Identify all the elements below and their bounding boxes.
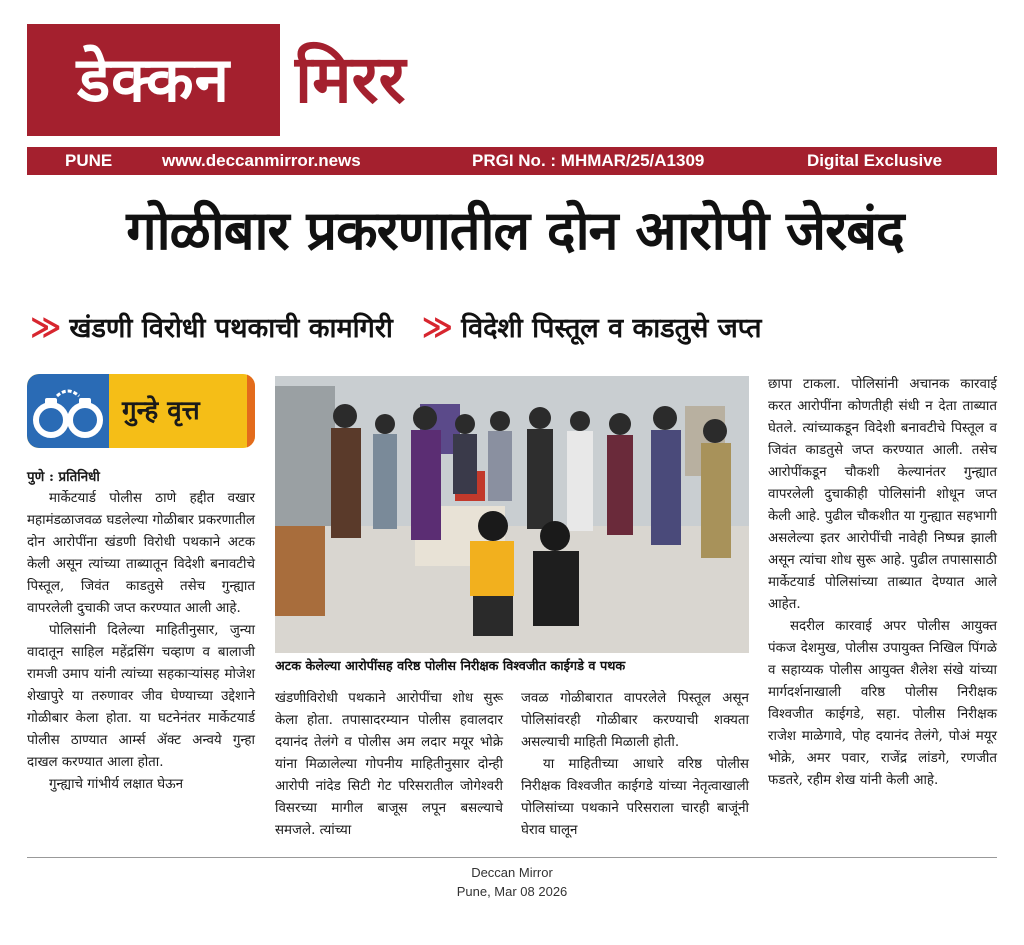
badge-icon-panel [27, 374, 109, 448]
article-paragraph: जवळ गोळीबारात वापरलेले पिस्तूल असून पोलिसांवरही गोळीबार करण्याची शक्यता असल्याची माहिती मिळाली होती. [521, 691, 749, 750]
article-column-1 [27, 466, 255, 796]
website-link[interactable]: www.deccanmirror.news [162, 151, 361, 170]
chevron-right-icon: ≫ [421, 310, 454, 345]
article-paragraph: या माहितीच्या आधारे वरिष्ठ पोलीस निरीक्षक विश्वजीत काईगडे यांच्या नेतृत्वाखाली पोलिसांच्या पथकाने परिसराला चारही बाजूंनी घेराव घालून [521, 757, 749, 838]
prgi-number: PRGI No. : MHMAR/25/A1309 [472, 151, 705, 170]
article-paragraph: खंडणीविरोधी पथकाने आरोपींचा शोध सुरू केला होता. तपासादरम्यान पोलीस हवालदार दयानंद तेलंगे व पोलीस अम लदार मयूर भोक्रे यांना मिळालेल्या गोपनीय माहितीनुसार दोन्ही आरोपी नांदेड सिटी गेट परिसरातील जोगेश्वरी विसरच्या मागील बाजूस लपून बसल्याचे समजले. त्यांच्या [275, 691, 503, 838]
photo-caption: अटक केलेल्या आरोपींसह वरिष्ठ पोलीस निरीक्षक विश्वजीत काईगडे व पथक [275, 659, 626, 674]
subhead-item-2: विदेशी पिस्तूल व काडतुसे जप्त [461, 313, 762, 344]
footer-publication: Deccan Mirror [471, 865, 553, 880]
headline: गोळीबार प्रकरणातील दोन आरोपी जेरबंद [126, 199, 904, 262]
digital-exclusive-tag: Digital Exclusive [807, 151, 943, 170]
badge-label: गुन्हे वृत्त [122, 396, 200, 426]
crime-news-badge [27, 374, 255, 448]
footer-date: Pune, Mar 08 2026 [456, 884, 568, 899]
chevron-right-icon: ≫ [30, 310, 62, 345]
article-paragraph: मार्केटयार्ड पोलीस ठाणे हद्दीत वखार महामंडळाजवळ घडलेल्या गोळीबार प्रकरणातील दोन आरोपींना खंडणी विरोधी पथकाने अटक केली असून त्यांच्या ताब्यातून विदेशी बनावटीचे पिस्तूल, जिवंत काडतुसे तसेच गुन्ह्यात वापरलेली दुचाकी जप्त करण्यात आली आहे. [27, 491, 255, 616]
logo-word-mirror: मिरर [295, 41, 406, 118]
dateline: पुणे : प्रतिनिधी [27, 469, 100, 485]
article-column-3 [521, 688, 749, 842]
article-paragraph: पोलिसांनी दिलेल्या माहितीनुसार, जुन्या वादातून साहिल महेंद्रसिंग चव्हाण व बालाजी रामजी उमाप यांनी त्यांच्या सहकाऱ्यांसह मोजेश शेखापुरे या तरुणावर जीव घेण्याच्या उद्देशाने गोळीबार केला होता. या घटनेनंतर मार्केटयार्ड पोलीस ठाण्यात आर्म्स ॲक्ट अन्वये गुन्हा दाखल करण्यात आला होता. [27, 623, 255, 770]
police-team-photo [275, 376, 749, 653]
article-column-2 [275, 688, 503, 842]
info-bar [27, 147, 997, 175]
article-photo [275, 376, 749, 653]
subhead-item-1: खंडणी विरोधी पथकाची कामगिरी [69, 313, 393, 344]
logo-word-deccan: डेक्कन [27, 24, 280, 136]
article-paragraph: छापा टाकला. पोलिसांनी अचानक कारवाई करत आरोपींना कोणतीही संधी न देता ताब्यात घेतले. त्यांच्याकडून विदेशी बनावटीचे पिस्तूल व जिवंत काडतुसे जप्त करण्यात आली. तसेच आरोपींकडून चौकशी केल्यानंतर गुन्ह्यात वापरलेली दुचाकीही पोलिसांनी शोधून जप्त केली आहे. पुढील चौकशीत या गुन्ह्यात सहभागी असलेल्या इतर आरोपींची नावेही निष्पन्न झाली असून त्यांचा शोध सुरू आहे. पुढील तपासासाठी मार्केटयार्ड पोलिसांच्या ताब्यात देण्यात आले आहेत. [768, 377, 997, 612]
subhead [30, 306, 1010, 350]
article-paragraph: गुन्ह्याचे गांभीर्य लक्षात घेऊन [49, 777, 184, 792]
footer-divider [27, 857, 997, 858]
badge-stripe [247, 374, 255, 448]
handcuffs-icon [27, 374, 109, 448]
article-column-4 [768, 374, 997, 792]
city-label: PUNE [65, 151, 113, 170]
article-paragraph: सदरील कारवाई अपर पोलीस आयुक्त पंकज देशमुख, पोलीस उपायुक्त निखिल पिंगळे व सहाय्यक पोलीस आयुक्त शैलेश संखे यांच्या मार्गदर्शनाखाली वरिष्ठ पोलीस निरीक्षक विश्वजीत काईगडे, सहा. पोलीस निरीक्षक राजेश माळेगावे, पोह दयानंद तेलंगे, पोअं मयूर भोक्रे, अमर पवार, राजेंद्र लांडगे, रणजीत फडतरे, रहीम शेख यांनी केली आहे. [768, 619, 997, 788]
masthead [27, 24, 997, 136]
footer [0, 863, 1024, 901]
